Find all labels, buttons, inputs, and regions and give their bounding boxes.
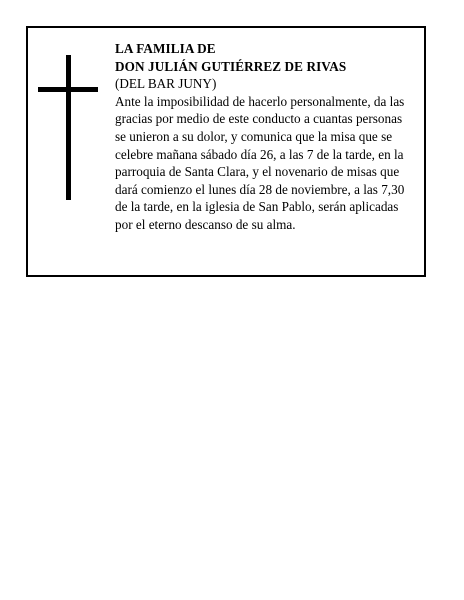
body-line-4: celebre mañana sábado día 26, a las 7 de la tarde, en la: [115, 146, 404, 162]
body-line-7: de la tarde, en la iglesia de San Pablo, serán aplicadas: [115, 199, 399, 215]
cross-icon: [38, 55, 98, 200]
body-line-8: por el eterno descanso de su alma.: [115, 216, 296, 232]
body-line-6: dará comienzo el lunes día 28 de noviembre, a las 7,30: [115, 181, 405, 197]
body-line-5: parroquia de Santa Clara, y el novenario de misas que: [115, 164, 400, 180]
subheading-bar-name: (DEL BAR JUNY): [115, 76, 217, 92]
body-line-2: gracias por medio de este conducto a cuantas personas: [115, 111, 403, 127]
notice-text-block: [115, 40, 417, 234]
body-line-1: Ante la imposibilidad de hacerlo personalmente, da las: [115, 93, 405, 109]
heading-deceased-name: DON JULIÁN GUTIÉRREZ DE RIVAS: [115, 58, 347, 74]
heading-family: LA FAMILIA DE: [115, 41, 216, 56]
obituary-notice: [26, 26, 426, 277]
body-line-3: se unieron a su dolor, y comunica que la misa que se: [115, 128, 393, 144]
cross-vertical-bar: [66, 55, 71, 200]
cross-horizontal-bar: [38, 87, 98, 92]
